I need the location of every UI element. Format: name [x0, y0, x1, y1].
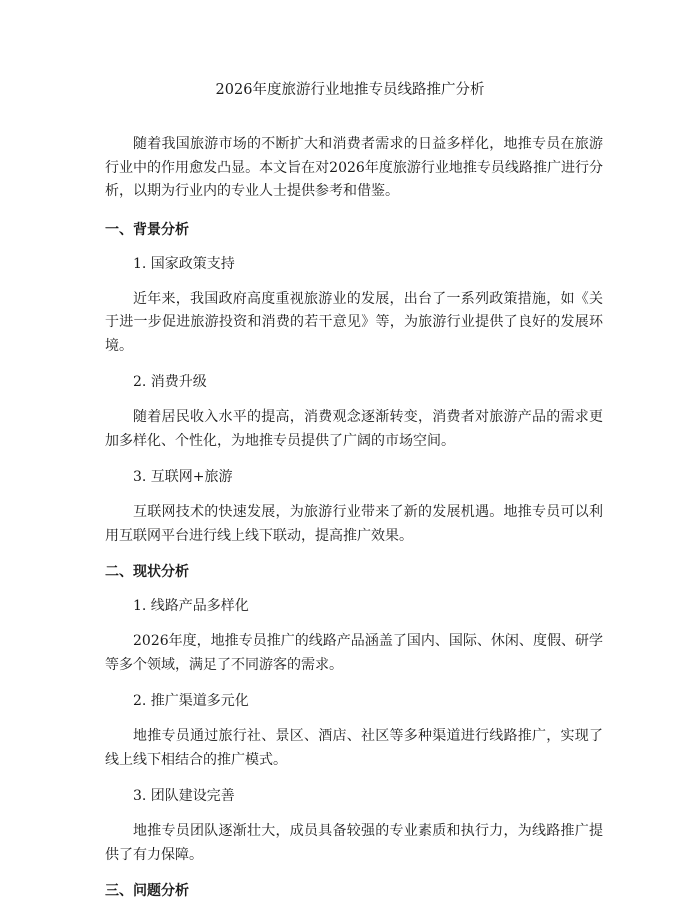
sub-heading-policy: 1. 国家政策支持: [133, 255, 235, 272]
document-title: 2026年度旅游行业地推专员线路推广分析: [215, 82, 485, 98]
sub-heading-internet: 3. 互联网+旅游: [133, 469, 233, 485]
paragraph-policy: 近年来，我国政府高度重视旅游业的发展，出台了一系列政策措施，如《关于进一步促进旅游投资和消费的若干意见》等，为旅游行业提供了良好的发展环境。: [105, 290, 603, 354]
section-heading: 一、背景分析: [105, 221, 189, 238]
sub-heading-products: 1. 线路产品多样化: [133, 598, 249, 614]
paragraph-team: 地推专员团队逐渐壮大，成员具备较强的专业素质和执行力，为线路推广提供了有力保障。: [105, 823, 603, 863]
sub-heading-channels: 2. 推广渠道多元化: [133, 693, 249, 709]
paragraph-internet: 互联网技术的快速发展，为旅游行业带来了新的发展机遇。地推专员可以利用互联网平台进行线上线下联动，提高推广效果。: [105, 504, 603, 544]
section-heading: 三、问题分析: [105, 883, 189, 899]
section-problems: [105, 881, 603, 901]
paragraph-consumption: 随着居民收入水平的提高，消费观念逐渐转变，消费者对旅游产品的需求更加多样化、个性化，为地推专员提供了广阔的市场空间。: [105, 409, 603, 449]
intro-paragraph: 随着我国旅游市场的不断扩大和消费者需求的日益多样化，地推专员在旅游行业中的作用愈发凸显。本文旨在对2026年度旅游行业地推专员线路推广进行分析，以期为行业内的专业人士提供参考和借鉴。: [105, 136, 603, 199]
section-status: [105, 562, 603, 867]
paragraph-products: 2026年度，地推专员推广的线路产品涵盖了国内、国际、休闲、度假、研学等多个领域，满足了不同游客的需求。: [105, 633, 603, 673]
section-background: [105, 220, 603, 549]
paragraph-channels: 地推专员通过旅行社、景区、酒店、社区等多种渠道进行线路推广，实现了线上线下相结合的推广模式。: [105, 728, 603, 768]
section-heading: 二、现状分析: [105, 564, 189, 580]
sub-heading-consumption: 2. 消费升级: [133, 374, 207, 390]
sub-heading-team: 3. 团队建设完善: [133, 788, 235, 804]
document-body: [105, 133, 603, 915]
